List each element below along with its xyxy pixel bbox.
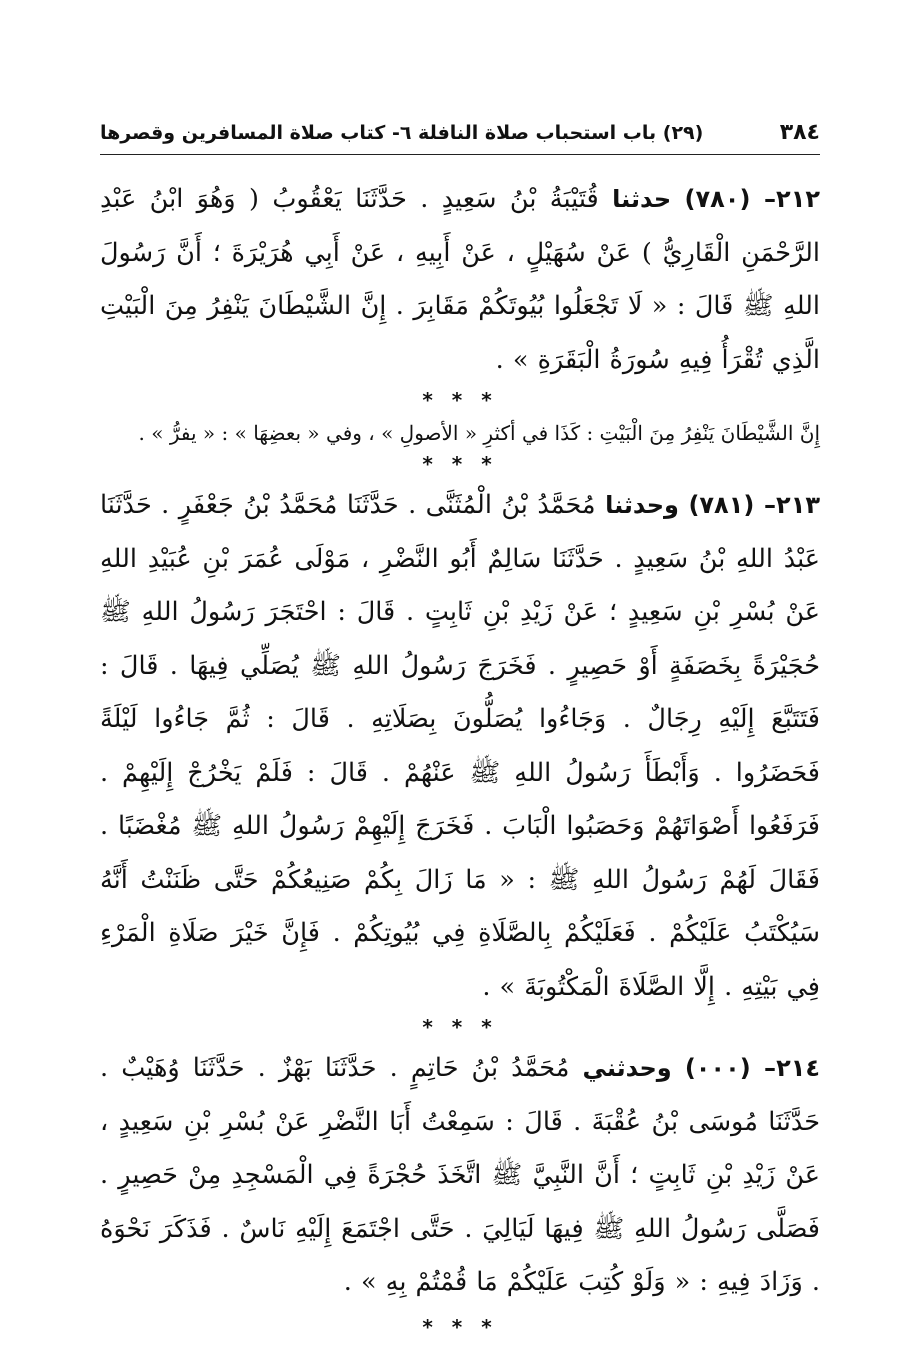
section-separator: * * * xyxy=(422,388,498,412)
hadith-text: مُحَمَّدُ بْنُ حَاتِمٍ . حَدَّثَنَا بَهْزٌ . حَدَّثَنَا وُهَيْبٌ . حَدَّثَنَا مُوسَى بْنُ عُقْبَةَ . قَالَ : سَمِعْتُ أَبَا النَّضْرِ عَنْ بُسْرِ بْنِ سَعِيدٍ ، عَنْ زَيْدِ بْنِ ثَابِتٍ ؛ أَنَّ النَّبِيَّ ﷺ اتَّخَذَ حُجْرَةً فِي الْمَسْجِدِ مِنْ حَصِيرٍ . فَصَلَّى رَسُولُ اللهِ ﷺ فِيهَا لَيَالِيَ . حَتَّى اجْتَمَعَ إِلَيْهِ نَاسٌ . فَذَكَرَ نَحْوَهُ . وَزَادَ فِيهِ : « وَلَوْ كُتِبَ عَلَيْكُمْ مَا قُمْتُمْ بِهِ » . xyxy=(100,1053,820,1297)
hadith-number: ٢١٢– (٧٨٠) xyxy=(684,185,820,213)
hadith-212 xyxy=(100,173,820,387)
hadith-number: ٢١٣– (٧٨١) xyxy=(688,491,820,519)
book-page xyxy=(100,118,821,1339)
footnote-variant: إِنَّ الشَّيْطَانَ يَنْفِرُ مِنَ الْبَيْتِ : كَذَا في أكثرِ « الأصولِ » ، وفي « بعضِهَا » : « يفرُّ » . xyxy=(138,421,820,445)
section-separator: * * * xyxy=(422,1314,498,1339)
hadith-text: قُتَيْبَةُ بْنُ سَعِيدٍ . حَدَّثَنَا يَعْقُوبُ ( وَهُوَ ابْنُ عَبْدِ الرَّحْمَنِ الْقَارِيُّ ) عَنْ سُهَيْلٍ ، عَنْ أَبِيهِ ، عَنْ أَبِي هُرَيْرَةَ ؛ أَنَّ رَسُولَ اللهِ ﷺ قَالَ : « لَا تَجْعَلُوا بُيُوتَكُمْ مَقَابِرَ . إِنَّ الشَّيْطَانَ يَنْفِرُ مِنَ الْبَيْتِ الَّذِي تُقْرَأُ فِيهِ سُورَةُ الْبَقَرَةِ » . xyxy=(100,184,820,375)
hadith-213 xyxy=(100,479,820,1014)
hadith-opening: حدثنا xyxy=(612,185,672,213)
page-number: ٣٨٤ xyxy=(779,120,820,145)
hadith-opening: وحدثني xyxy=(582,1054,672,1082)
hadith-opening: وحدثنا xyxy=(605,491,679,519)
hadith-214 xyxy=(100,1042,820,1310)
hadith-number: ٢١٤– (٠٠٠) xyxy=(684,1054,821,1082)
hadith-text: مُحَمَّدُ بْنُ الْمُثَنَّى . حَدَّثَنَا مُحَمَّدُ بْنُ جَعْفَرٍ . حَدَّثَنَا عَبْدُ اللهِ بْنُ سَعِيدٍ . حَدَّثَنَا سَالِمٌ أَبُو النَّضْرِ ، مَوْلَى عُمَرَ بْنِ عُبَيْدِ اللهِ عَنْ بُسْرِ بْنِ سَعِيدٍ ؛ عَنْ زَيْدِ بْنِ ثَابِتٍ . قَالَ : احْتَجَرَ رَسُولُ اللهِ ﷺ حُجَيْرَةً بِخَصَفَةٍ أَوْ حَصِيرٍ . فَخَرَجَ رَسُولُ اللهِ ﷺ يُصَلِّي فِيهَا . قَالَ : فَتَتَبَّعَ إِلَيْهِ رِجَالٌ . وَجَاءُوا يُصَلُّونَ بِصَلَاتِهِ . قَالَ : ثُمَّ جَاءُوا لَيْلَةً فَحَضَرُوا . وَأَبْطَأَ رَسُولُ اللهِ ﷺ عَنْهُمْ . قَالَ : فَلَمْ يَخْرُجْ إِلَيْهِمْ . فَرَفَعُوا أَصْوَاتَهُمْ وَحَصَبُوا الْبَابَ . فَخَرَجَ إِلَيْهِمْ رَسُولُ اللهِ ﷺ مُغْضَبًا . فَقَالَ لَهُمْ رَسُولُ اللهِ ﷺ : « مَا زَالَ بِكُمْ صَنِيعُكُمْ حَتَّى ظَنَنْتُ أَنَّهُ سَيُكْتَبُ عَلَيْكُمْ . فَعَلَيْكُمْ بِالصَّلَاةِ فِي بُيُوتِكُمْ . فَإِنَّ خَيْرَ صَلَاةِ الْمَرْءِ فِي بَيْتِهِ . إِلَّا الصَّلَاةَ الْمَكْتُوبَةَ » . xyxy=(100,490,820,1002)
section-separator: * * * xyxy=(422,452,498,476)
running-header xyxy=(100,118,820,155)
section-separator: * * * xyxy=(422,1015,498,1039)
chapter-title: (٢٩) باب استحباب صلاة النافلة ٦- كتاب صلاة المسافرين وقصرها xyxy=(100,122,704,144)
